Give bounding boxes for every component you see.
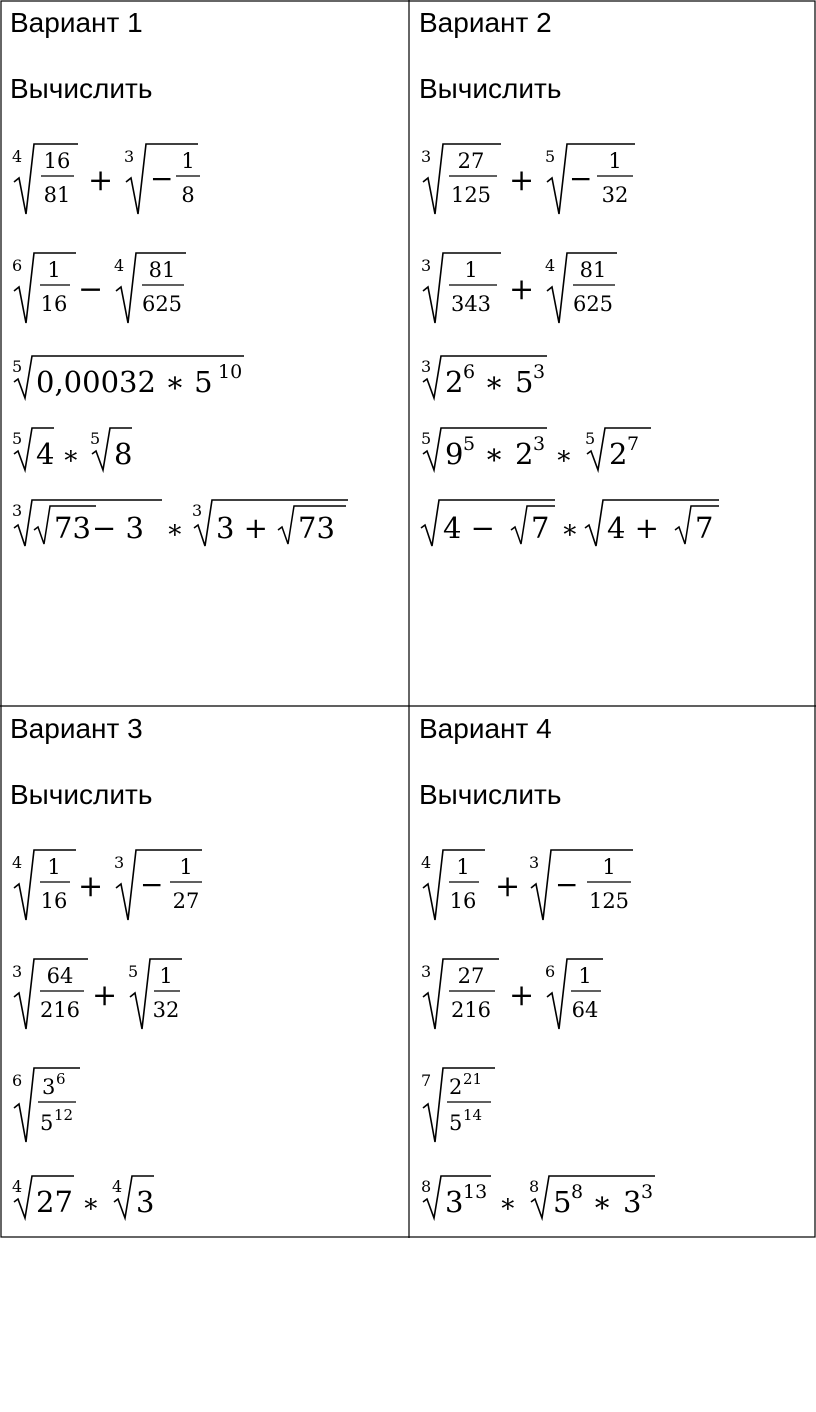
svg-text:−: −: [78, 272, 104, 307]
expression-3: [10, 352, 270, 402]
svg-text:16: 16: [40, 292, 68, 316]
svg-text:125: 125: [588, 889, 630, 913]
svg-text:5: 5: [128, 962, 139, 981]
task-heading: Вычислить: [10, 779, 153, 810]
svg-text:6: 6: [463, 361, 476, 383]
expression-1: [10, 844, 270, 926]
svg-text:2: 2: [609, 437, 628, 471]
svg-text:73: 73: [298, 511, 335, 545]
svg-text:5: 5: [515, 365, 534, 399]
svg-text:∗: ∗: [62, 441, 80, 471]
svg-text:4: 4: [421, 853, 432, 872]
svg-text:5: 5: [12, 357, 23, 376]
svg-text:2: 2: [515, 437, 534, 471]
svg-text:3: 3: [533, 433, 546, 455]
task-heading: Вычислить: [419, 73, 562, 104]
svg-text:5: 5: [553, 1185, 572, 1219]
svg-text:4: 4: [36, 437, 55, 471]
svg-text:1: 1: [47, 855, 61, 879]
svg-text:4: 4: [12, 1177, 23, 1196]
svg-text:−: −: [569, 162, 593, 195]
svg-text:10: 10: [218, 361, 243, 383]
svg-text:1: 1: [578, 964, 592, 988]
svg-text:3: 3: [421, 256, 432, 275]
svg-text:8: 8: [181, 183, 195, 207]
svg-text:1: 1: [602, 855, 616, 879]
svg-text:7: 7: [421, 1071, 432, 1090]
expression-2: [419, 953, 679, 1035]
svg-text:∗: ∗: [499, 1189, 517, 1219]
svg-text:1: 1: [464, 258, 478, 282]
svg-text:3: 3: [529, 853, 540, 872]
svg-text:−: −: [150, 162, 174, 195]
svg-text:+: +: [92, 978, 118, 1013]
svg-text:625: 625: [141, 292, 183, 316]
svg-text:8: 8: [421, 1177, 432, 1196]
svg-text:7: 7: [695, 511, 714, 545]
svg-text:1: 1: [179, 855, 193, 879]
svg-text:81: 81: [43, 183, 71, 207]
svg-text:2: 2: [445, 365, 464, 399]
svg-text:7: 7: [531, 511, 550, 545]
svg-text:1: 1: [181, 149, 195, 173]
svg-text:3: 3: [533, 361, 546, 383]
svg-text:5: 5: [12, 429, 23, 448]
expression-1: [10, 138, 270, 220]
svg-text:5: 5: [585, 429, 596, 448]
svg-text:∗: ∗: [555, 441, 573, 471]
task-heading: Вычислить: [10, 73, 153, 104]
variant-2-cell: [409, 0, 816, 706]
svg-text:3: 3: [12, 962, 23, 981]
svg-text:3: 3: [12, 501, 23, 520]
svg-text:16: 16: [449, 889, 477, 913]
svg-text:3: 3: [114, 853, 125, 872]
svg-text:4 −: 4 −: [443, 511, 505, 545]
expression-3: [10, 1062, 210, 1146]
variant-title: Вариант 2: [419, 7, 552, 38]
svg-text:27: 27: [457, 964, 485, 988]
svg-text:3: 3: [124, 147, 135, 166]
variant-title: Вариант 1: [10, 7, 143, 38]
variant-title: Вариант 4: [419, 713, 552, 744]
svg-text:4: 4: [12, 853, 23, 872]
svg-text:∗: ∗: [561, 515, 579, 545]
svg-text:1: 1: [456, 855, 470, 879]
svg-text:5: 5: [421, 429, 432, 448]
svg-text:13: 13: [463, 1181, 488, 1203]
svg-text:0,00032 ∗ 5: 0,00032 ∗ 5: [36, 365, 213, 399]
svg-text:5: 5: [40, 1111, 54, 1135]
expression-4: [419, 424, 679, 474]
expression-2: [419, 247, 679, 329]
svg-text:3: 3: [421, 962, 432, 981]
expression-1: [419, 138, 679, 220]
svg-text:+: +: [495, 869, 521, 904]
svg-text:6: 6: [12, 1071, 23, 1090]
expression-5: [10, 496, 370, 550]
variant-1-cell: [0, 0, 408, 706]
svg-text:4: 4: [114, 256, 125, 275]
svg-text:5: 5: [449, 1111, 463, 1135]
svg-text:64: 64: [571, 998, 599, 1022]
svg-text:6: 6: [12, 256, 23, 275]
svg-text:21: 21: [463, 1070, 483, 1088]
svg-text:8: 8: [114, 437, 133, 471]
svg-text:+: +: [509, 978, 535, 1013]
svg-text:4 +: 4 +: [607, 511, 669, 545]
svg-text:3: 3: [192, 501, 203, 520]
task-heading: Вычислить: [419, 779, 562, 810]
expression-1: [419, 844, 679, 926]
svg-text:16: 16: [40, 889, 68, 913]
svg-text:5: 5: [90, 429, 101, 448]
svg-text:∗: ∗: [475, 365, 514, 399]
svg-text:∗: ∗: [82, 1189, 100, 1219]
expression-2: [10, 247, 270, 329]
svg-text:27: 27: [172, 889, 200, 913]
svg-text:+: +: [78, 869, 104, 904]
svg-text:3: 3: [641, 1181, 654, 1203]
svg-text:81: 81: [148, 258, 176, 282]
svg-text:3: 3: [445, 1185, 464, 1219]
svg-text:3: 3: [421, 357, 432, 376]
svg-text:32: 32: [152, 998, 180, 1022]
svg-text:73: 73: [54, 511, 91, 545]
svg-text:216: 216: [39, 998, 81, 1022]
expression-5: [419, 496, 739, 550]
svg-text:∗: ∗: [475, 437, 514, 471]
svg-text:7: 7: [627, 433, 640, 455]
svg-text:3 +: 3 +: [216, 511, 268, 545]
svg-text:∗: ∗: [583, 1185, 622, 1219]
svg-text:3: 3: [42, 1075, 56, 1099]
svg-text:32: 32: [601, 183, 629, 207]
expression-2: [10, 953, 270, 1035]
svg-text:81: 81: [579, 258, 607, 282]
svg-text:6: 6: [56, 1070, 66, 1088]
svg-text:216: 216: [450, 998, 492, 1022]
svg-text:9: 9: [445, 437, 464, 471]
svg-text:64: 64: [46, 964, 74, 988]
svg-text:125: 125: [450, 183, 492, 207]
expression-4: [419, 1172, 719, 1222]
svg-text:−: −: [140, 868, 164, 901]
svg-text:8: 8: [529, 1177, 540, 1196]
svg-text:3: 3: [623, 1185, 642, 1219]
expression-4: [10, 1172, 230, 1222]
svg-text:1: 1: [608, 149, 622, 173]
svg-text:4: 4: [12, 147, 23, 166]
svg-text:14: 14: [463, 1106, 483, 1124]
svg-text:3: 3: [136, 1185, 155, 1219]
svg-text:+: +: [509, 163, 535, 198]
svg-text:3: 3: [421, 147, 432, 166]
expression-3: [419, 352, 619, 402]
svg-text:5: 5: [545, 147, 556, 166]
svg-text:12: 12: [54, 1106, 74, 1124]
svg-text:343: 343: [450, 292, 492, 316]
variant-3-cell: [0, 706, 408, 1412]
svg-text:4: 4: [112, 1177, 123, 1196]
svg-text:+: +: [88, 163, 114, 198]
svg-text:27: 27: [36, 1185, 73, 1219]
svg-text:27: 27: [457, 149, 485, 173]
svg-text:+: +: [509, 272, 535, 307]
expression-4: [10, 424, 210, 474]
svg-text:1: 1: [47, 258, 61, 282]
svg-text:5: 5: [463, 433, 476, 455]
svg-text:∗: ∗: [166, 515, 184, 545]
svg-text:−: −: [555, 868, 579, 901]
svg-text:1: 1: [159, 964, 173, 988]
svg-text:4: 4: [545, 256, 556, 275]
variant-title: Вариант 3: [10, 713, 143, 744]
svg-text:8: 8: [571, 1181, 584, 1203]
svg-text:625: 625: [572, 292, 614, 316]
svg-text:6: 6: [545, 962, 556, 981]
svg-text:16: 16: [43, 149, 71, 173]
variant-4-cell: [409, 706, 816, 1412]
svg-text:2: 2: [449, 1075, 463, 1099]
expression-3: [419, 1062, 619, 1146]
svg-text:− 3: − 3: [92, 511, 144, 545]
